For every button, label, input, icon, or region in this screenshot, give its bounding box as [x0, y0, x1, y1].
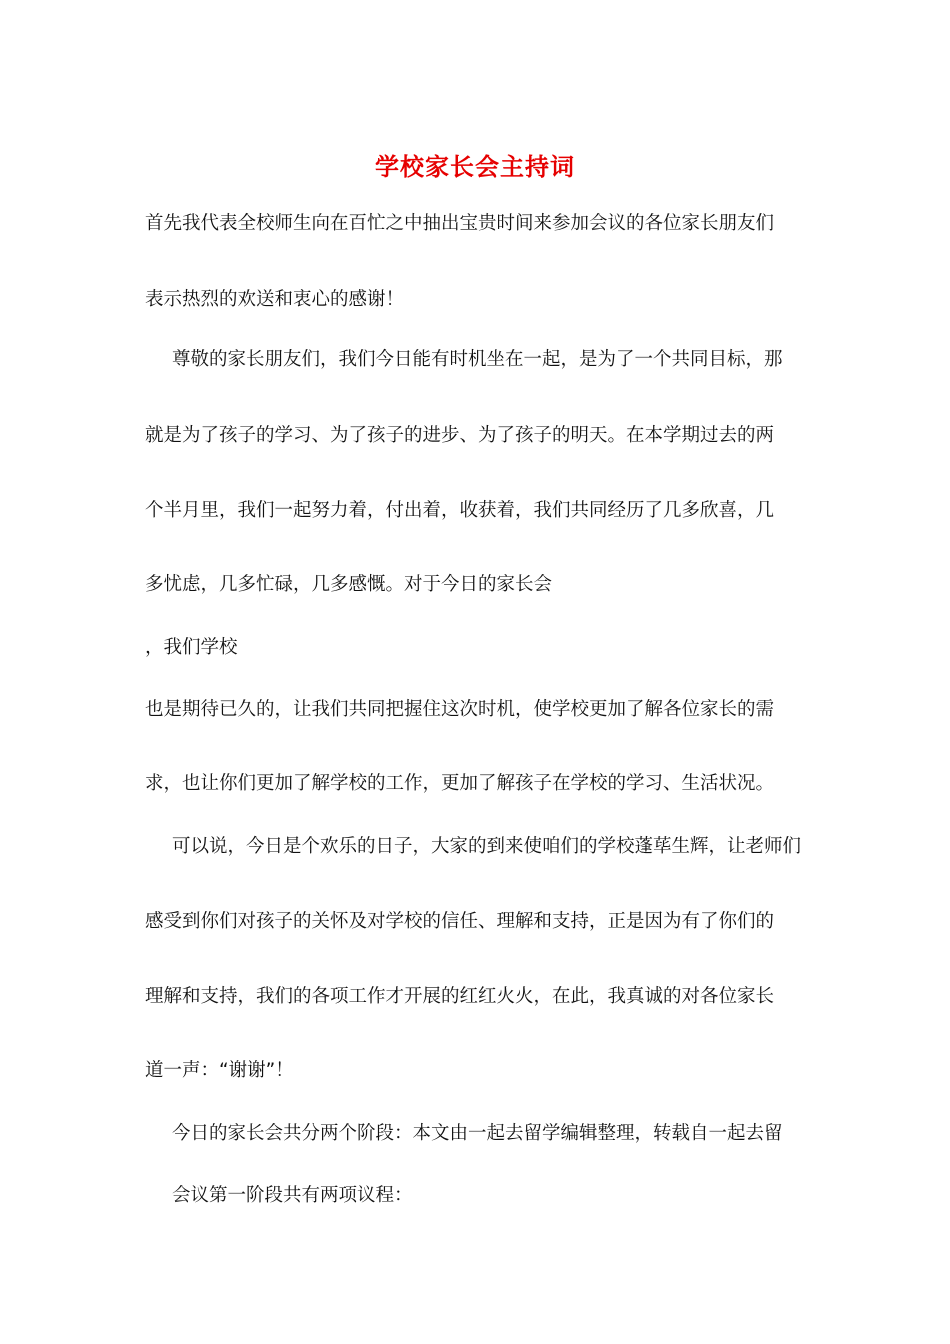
paragraph-line: 可以说，今日是个欢乐的日子，大家的到来使咱们的学校蓬荜生辉，让老师们: [172, 836, 802, 857]
paragraph-line: 尊敬的家长朋友们，我们今日能有时机坐在一起，是为了一个共同目标，那: [172, 349, 783, 370]
paragraph-line: 理解和支持，我们的各项工作才开展的红红火火，在此，我真诚的对各位家长: [145, 986, 775, 1007]
paragraph-line: ，我们学校: [145, 637, 238, 658]
paragraph-line: 也是期待已久的，让我们共同把握住这次时机，使学校更加了解各位家长的需: [145, 699, 775, 720]
paragraph-line: 感受到你们对孩子的关怀及对学校的信任、理解和支持，正是因为有了你们的: [145, 911, 775, 932]
paragraph-line: 个半月里，我们一起努力着，付出着，收获着，我们共同经历了几多欣喜，几: [145, 500, 775, 521]
paragraph-line: 求，也让你们更加了解学校的工作，更加了解孩子在学校的学习、生活状况。: [145, 773, 775, 794]
paragraph-line: 今日的家长会共分两个阶段：本文由一起去留学编辑整理，转载自一起去留: [172, 1123, 783, 1144]
paragraph-line: 多忧虑，几多忙碌，几多感慨。对于今日的家长会: [145, 574, 553, 595]
paragraph-line: 首先我代表全校师生向在百忙之中抽出宝贵时间来参加会议的各位家长朋友们: [145, 213, 775, 234]
paragraph-line: 表示热烈的欢送和衷心的感谢！: [145, 289, 405, 310]
paragraph-line: 就是为了孩子的学习、为了孩子的进步、为了孩子的明天。在本学期过去的两: [145, 425, 775, 446]
paragraph-line: 道一声：“谢谢”！: [145, 1060, 294, 1081]
document-title: 学校家长会主持词: [375, 152, 575, 181]
paragraph-line: 会议第一阶段共有两项议程：: [172, 1185, 413, 1206]
